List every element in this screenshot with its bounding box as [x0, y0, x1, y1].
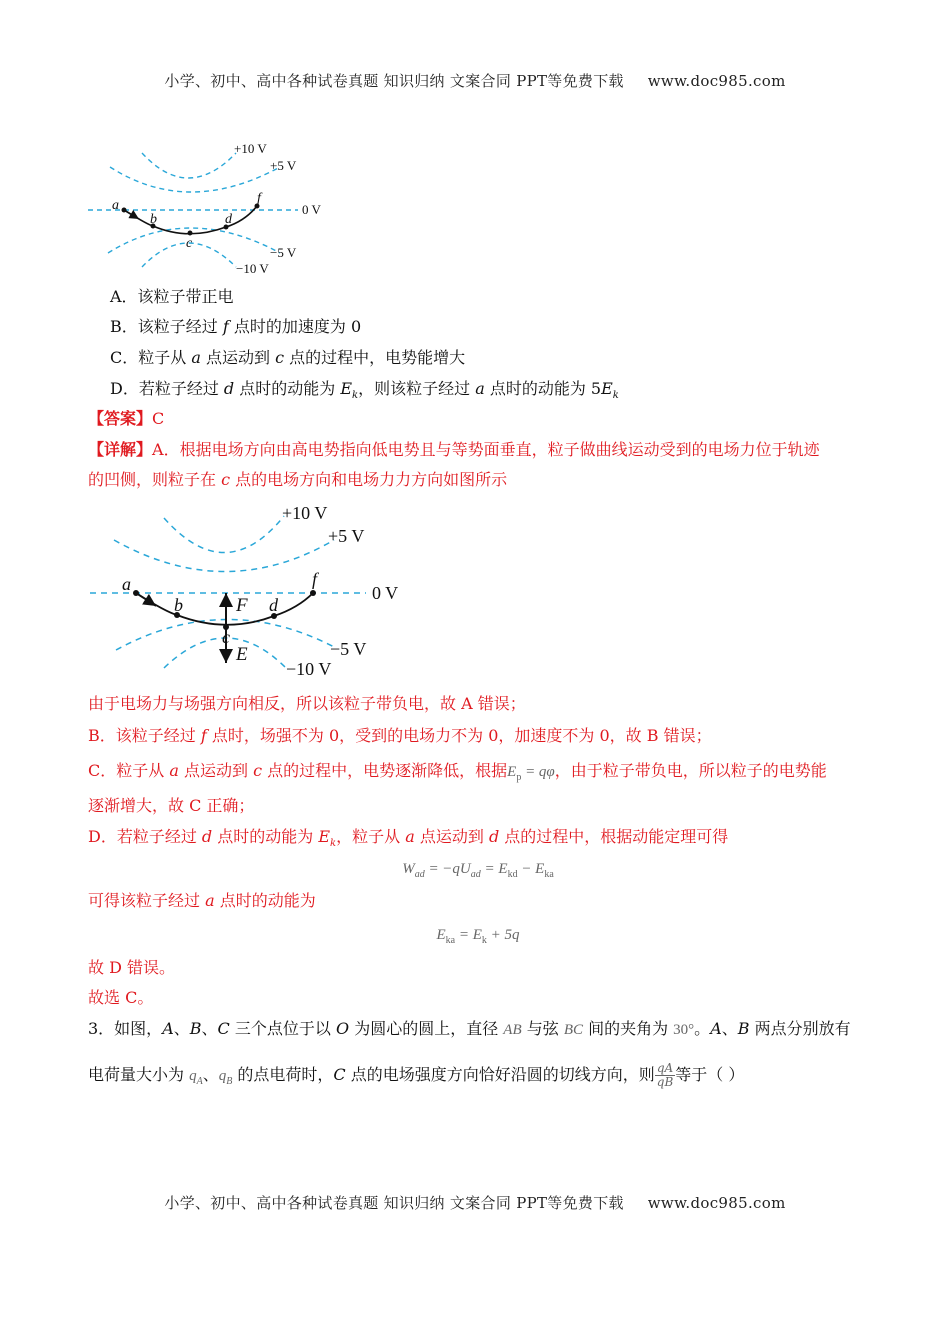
equipotential-plus10 [142, 153, 236, 178]
label-minus10: −10 V [236, 261, 269, 276]
explanation-b: B．该粒子经过 f 点时，场强不为 0，受到的电场力不为 0，加速度不为 0，故 B 错误； [88, 726, 712, 745]
equation-kinetic-a: $E_{ka} = E_k + 5q$ [436, 927, 520, 946]
explanation-c-line-1: C．粒子从 a 点运动到 c 点的过程中，电势逐渐降低，根据$E_p = q\varphi$，由于粒子带负电，所以粒子的电势能 [88, 761, 827, 783]
explanation-a: 由于电场力与场强方向相反，所以该粒子带负电，故 A 错误； [88, 694, 526, 713]
option-d: D．若粒子经过 d 点时的动能为 $E_k$，则该粒子经过 a 点时的动能为 $5E_k$ [110, 379, 619, 402]
trajectory-arrow [136, 593, 156, 606]
point-b-label: b [174, 595, 183, 615]
footer-site-link[interactable]: www.doc985.com [647, 1194, 786, 1212]
question-3-line-1: 3．如图，A、B、C 三个点位于以 O 为圆心的圆上，直径 AB 与弦 BC 间的夹角为 30°。A、B 两点分别放有 [88, 1019, 851, 1038]
label-plus10: +10 V [234, 141, 267, 156]
label-minus5: −5 V [330, 639, 367, 659]
label-zero: 0 V [302, 202, 321, 217]
point-f-label: f [312, 569, 318, 589]
equipotential-minus5 [108, 228, 280, 253]
point-a-label: a [112, 198, 119, 213]
label-minus5: −5 V [270, 245, 297, 260]
page-footer [0, 1192, 950, 1213]
point-a-dot [122, 208, 127, 213]
field-label: E [236, 644, 248, 665]
point-c-label: c [186, 236, 193, 251]
detail-line-1: 【详解】A．根据电场方向由高电势指向低电势且与等势面垂直，粒子做曲线运动受到的电场力位于轨迹 [88, 440, 820, 459]
equipotential-plus10 [164, 516, 284, 553]
force-label: F [236, 595, 248, 616]
detail-line-2: 的凹侧，则粒子在 c 点的电场方向和电场力力方向如图所示 [88, 470, 508, 489]
point-b-label: b [150, 212, 157, 227]
label-minus10: −10 V [286, 659, 332, 679]
option-a: A．该粒子带正电 [110, 287, 234, 306]
option-c: C．粒子从 a 点运动到 c 点的过程中，电势能增大 [110, 348, 466, 367]
header-text: 小学、初中、高中各种试卷真题 知识归纳 文案合同 PPT等免费下载 [164, 72, 624, 90]
footer-text: 小学、初中、高中各种试卷真题 知识归纳 文案合同 PPT等免费下载 [164, 1194, 624, 1212]
point-c-dot [188, 231, 193, 236]
trajectory-arrow [124, 210, 139, 219]
point-a-label: a [122, 574, 131, 594]
point-d-label: d [225, 212, 232, 227]
point-c-label: c [222, 627, 230, 647]
explanation-d: D．若粒子经过 d 点时的动能为 $E_k$，粒子从 a 点运动到 d 点的过程中，根据动能定理可得 [88, 827, 729, 850]
explanation-d-conclusion: 故 D 错误。 [88, 958, 176, 977]
figure-equipotential-1 [80, 135, 340, 280]
point-f-dot [310, 590, 316, 596]
fraction-qA-over-qB: $\frac{qA}{qB}$ [656, 1061, 674, 1089]
explanation-then: 可得该粒子经过 a 点时的动能为 [88, 891, 316, 910]
label-zero: 0 V [372, 583, 399, 603]
point-d-label: d [269, 595, 278, 615]
answer: 【答案】C [88, 409, 165, 428]
point-f-label: f [257, 191, 261, 206]
final-answer: 故选 C。 [88, 988, 154, 1007]
label-plus5: +5 V [270, 158, 297, 173]
label-plus10: +10 V [282, 503, 328, 523]
formula-potential-energy: $E_p = q\varphi$ [507, 764, 555, 783]
equipotential-plus5 [114, 540, 334, 572]
question-3-line-2: 电荷量大小为 $q_A$、$q_B$ 的点电荷时，C 点的电场强度方向恰好沿圆的切线方向，则 $\frac{qA}{qB}$ 等于（ ） [88, 1061, 745, 1089]
page-header [0, 70, 950, 91]
point-a-dot [133, 590, 139, 596]
option-b: B．该粒子经过 f 点时的加速度为 0 [110, 317, 362, 336]
header-site-link[interactable]: www.doc985.com [647, 72, 786, 90]
equation-work-energy: $W_{ad} = -qU_{ad} = E_{kd} - E_{ka}$ [402, 861, 554, 880]
equipotential-plus5 [110, 167, 280, 192]
label-plus5: +5 V [328, 526, 365, 546]
figure-equipotential-2 [86, 498, 416, 688]
explanation-c-line-2: 逐渐增大，故 C 正确； [88, 796, 255, 815]
